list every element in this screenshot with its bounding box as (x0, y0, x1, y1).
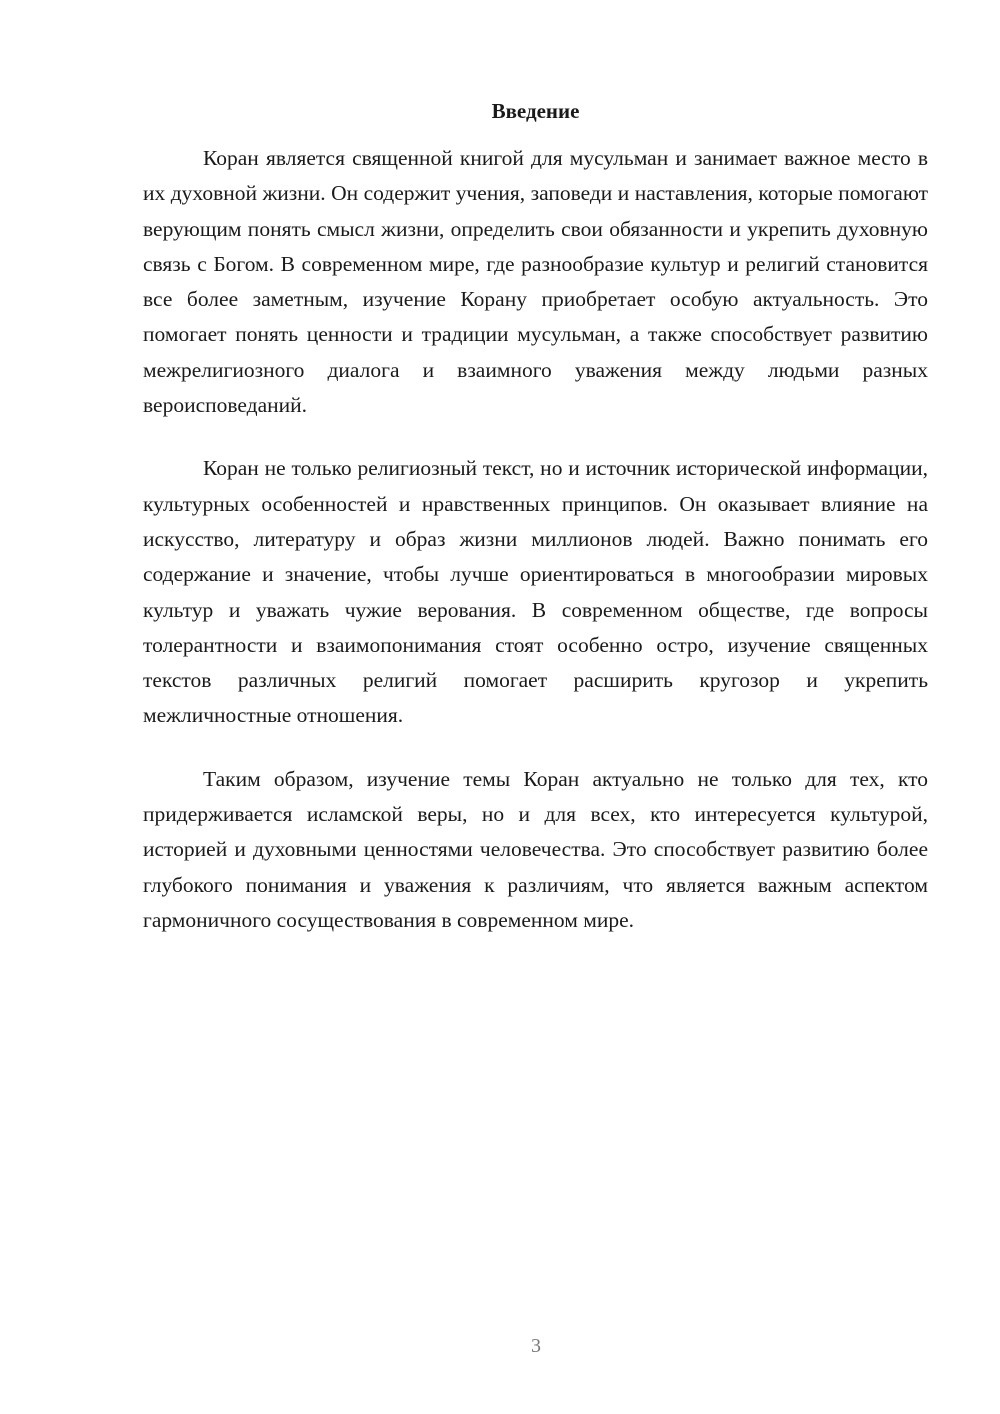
page-number: 3 (531, 1335, 541, 1357)
paragraph-1: Коран является священной книгой для мусульман и занимает важное место в их духовной жизни. Он содержит учения, заповеди и наставления, которые помогают верующим понять смысл жизни, определить свои обязанности и укрепить духовную связь с Богом. В современном мире, где разнообразие культур и религий становится все более заметным, изучение Корану приобретает особую актуальность. Это помогает понять ценности и традиции мусульман, а также способствует развитию межрелигиозного диалога и взаимного уважения между людьми разных вероисповеданий. (143, 146, 928, 418)
section-heading: Введение (491, 99, 580, 123)
paragraph-2: Коран не только религиозный текст, но и источник исторической информации, культурных особенностей и нравственных принципов. Он оказывает влияние на искусство, литературу и образ жизни миллионов людей. Важно понимать его содержание и значение, чтобы лучше ориентироваться в многообразии мировых культур и уважать чужие верования. В современном обществе, где вопросы толерантности и взаимопонимания стоят особенно остро, изучение священных текстов различных религий помогает расширить кругозор и укрепить межличностные отношения. (143, 456, 928, 728)
page-content (143, 96, 928, 966)
paragraph-3: Таким образом, изучение темы Коран актуально не только для тех, кто придерживается исламской веры, но и для всех, кто интересуется культурой, историей и духовными ценностями человечества. Это способствует развитию более глубокого понимания и уважения к различиям, что является важным аспектом гармоничного сосуществования в современном мире. (143, 766, 928, 932)
